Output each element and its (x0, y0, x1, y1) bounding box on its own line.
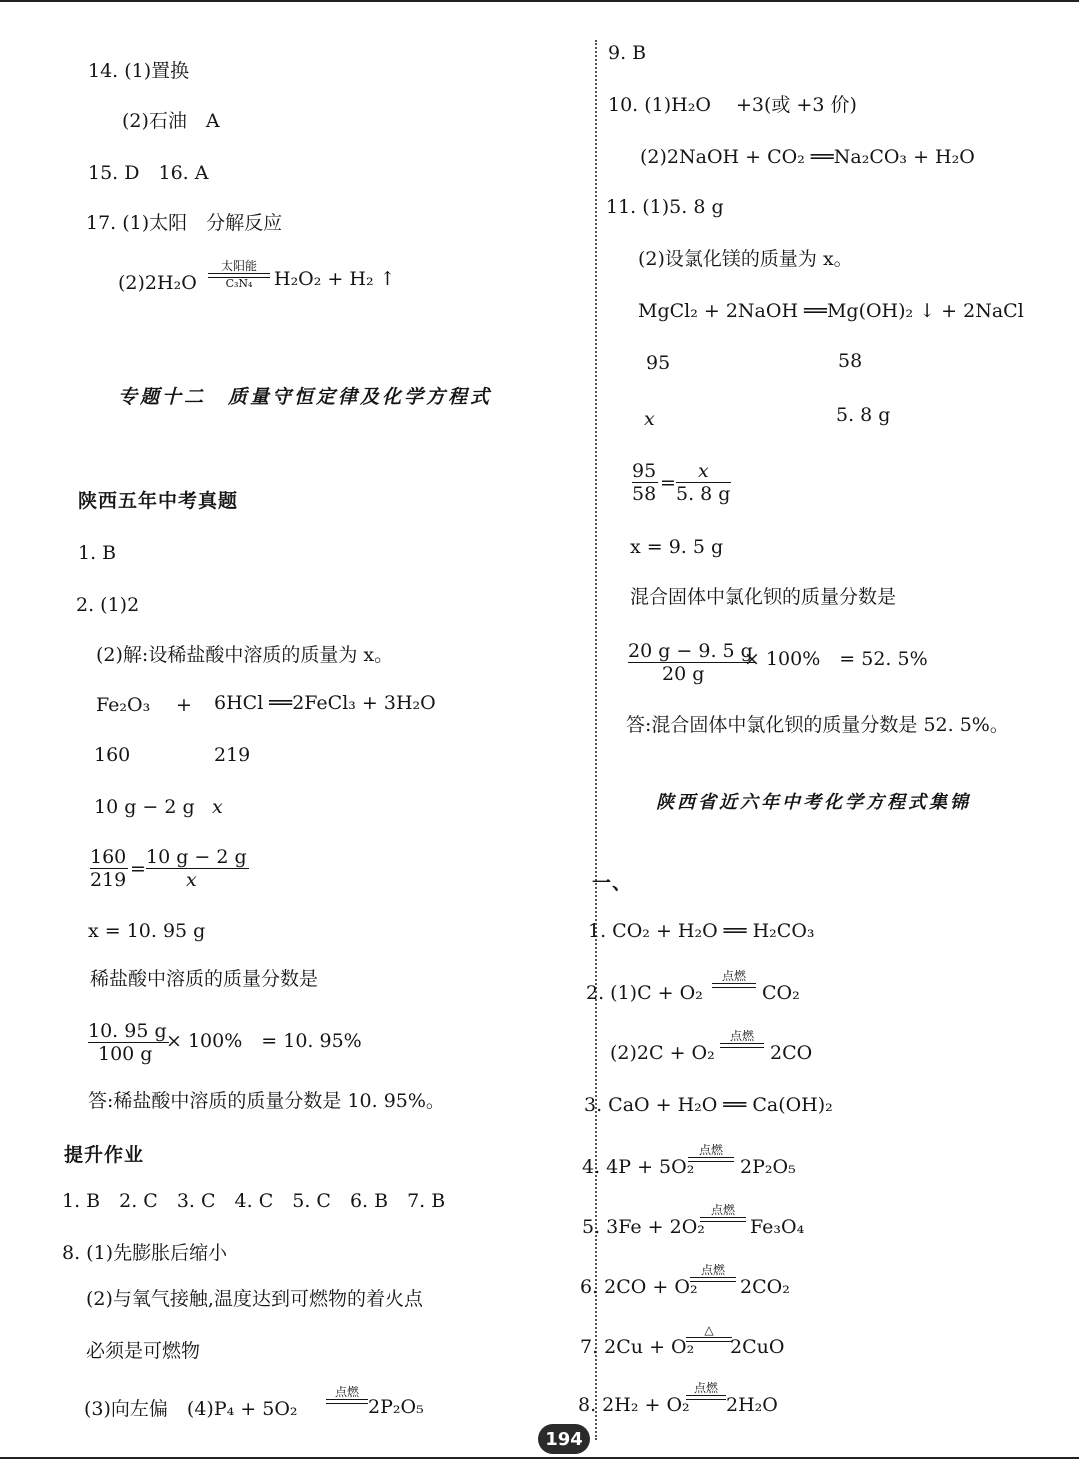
q11-part2: (2)设氯化镁的质量为 x。 (638, 248, 853, 270)
collection-eq2-2-right: 2CO (770, 1042, 813, 1064)
collection-eq5-right: Fe₃O₄ (750, 1216, 805, 1238)
q17-part2-right: H₂O₂ + H₂ ↑ (274, 268, 396, 290)
ratio-fraction-2 (676, 460, 731, 505)
ignite-condition (688, 1144, 734, 1162)
equal-sign (720, 1043, 764, 1048)
homework-q8-part3-right: 2P₂O₅ (368, 1396, 424, 1418)
homework-q8-part2b: 必须是可燃物 (86, 1340, 201, 1362)
q9: 9. B (608, 42, 647, 64)
heat-condition (686, 1324, 732, 1342)
ignite-condition (720, 1030, 764, 1048)
equal-sign (688, 1157, 734, 1162)
collection-eq7-right: 2CuO (730, 1336, 785, 1358)
equal-sign (686, 1337, 732, 1342)
molar-mass-160: 160 (94, 744, 131, 766)
exam-q2-part1: 2. (1)2 (76, 594, 140, 616)
q14-part2: (2)石油 A (122, 110, 220, 132)
percent-result: × 100% = 10. 95% (166, 1030, 362, 1052)
molar-mass-58: 58 (838, 350, 863, 372)
collection-eq5-left: 5. 3Fe + 2O₂ (582, 1216, 705, 1238)
homework-q8-part1: 8. (1)先膨胀后缩小 (62, 1242, 228, 1264)
collection-eq6-left: 6. 2CO + O₂ (580, 1276, 698, 1298)
homework-1-7: 1. B 2. C 3. C 4. C 5. C 6. B 7. B (62, 1190, 446, 1212)
fraction-numerator: 95 (632, 460, 657, 482)
collection-eq4-right: 2P₂O₅ (740, 1156, 796, 1178)
q15-16: 15. D 16. A (88, 162, 209, 184)
percent-label: 稀盐酸中溶质的质量分数是 (90, 968, 319, 990)
percent-label: 混合固体中氯化钡的质量分数是 (630, 586, 897, 608)
answer-line: 答:混合固体中氯化钡的质量分数是 52. 5%。 (626, 714, 1009, 736)
percent-fraction (88, 1020, 169, 1065)
molar-mass-95: 95 (646, 352, 671, 374)
fraction-denominator: 58 (632, 483, 657, 505)
ignite-condition (686, 1382, 726, 1400)
q17-part2-left: (2)2H₂O (118, 272, 197, 294)
x-result: x = 10. 95 g (88, 920, 206, 942)
ignite-condition (690, 1264, 736, 1282)
exam-q2-part2: (2)解:设稀盐酸中溶质的质量为 x。 (96, 644, 394, 666)
q17-part1: 17. (1)太阳 分解反应 (86, 212, 283, 234)
condition-label: 点燃 (334, 1385, 359, 1399)
collection-eq3: 3. CaO + H₂O ══ Ca(OH)₂ (584, 1094, 833, 1116)
given-mass: 5. 8 g (836, 404, 891, 426)
q17-condition (208, 260, 270, 290)
condition-label: 点燃 (698, 1143, 723, 1157)
homework-q8-part3-left: (3)向左偏 (4)P₄ + 5O₂ (84, 1398, 298, 1420)
homework-q8-part2: (2)与氧气接触,温度达到可燃物的着火点 (86, 1288, 423, 1310)
equal-sign (700, 1217, 746, 1222)
fraction-denominator: x (186, 869, 197, 891)
equal-sign (712, 983, 756, 988)
homework-heading: 提升作业 (64, 1144, 145, 1166)
collection-title: 陕西省近六年中考化学方程式集锦 (656, 792, 971, 813)
collection-eq4-left: 4. 4P + 5O₂ (582, 1156, 695, 1178)
unknown-x: x (644, 408, 655, 430)
collection-eq8-left: 8. 2H₂ + O₂ (578, 1394, 690, 1416)
triangle-icon: △ (704, 1323, 714, 1337)
condition-label: 点燃 (700, 1263, 725, 1277)
top-rule (0, 0, 1079, 2)
condition-label: 点燃 (710, 1203, 735, 1217)
equation-reactant: Fe₂O₃ (96, 694, 151, 716)
condition-label: 点燃 (729, 1029, 754, 1043)
bottom-rule (0, 1457, 1079, 1459)
q10-part1: 10. (1)H₂O +3(或 +3 价) (608, 94, 857, 116)
q17-cond-bottom: C₃N₄ (225, 277, 253, 290)
equal-sign (326, 1399, 368, 1404)
equal-sign (686, 1395, 726, 1400)
exam-heading: 陕西五年中考真题 (78, 490, 239, 512)
percent-fraction (628, 640, 755, 685)
collection-eq1: 1. CO₂ + H₂O ══ H₂CO₃ (588, 920, 815, 942)
hw8-condition (326, 1386, 368, 1404)
ignite-condition (700, 1204, 746, 1222)
ignite-condition (712, 970, 756, 988)
molar-mass-219: 219 (214, 744, 251, 766)
section-title: 专题十二 质量守恒定律及化学方程式 (118, 386, 493, 408)
fraction-numerator: x (676, 460, 731, 483)
part-one-label: 一、 (592, 872, 633, 894)
condition-label: 点燃 (721, 969, 746, 983)
fraction-numerator: 10. 95 g (88, 1020, 167, 1042)
page-number: 194 (538, 1424, 590, 1454)
equation-rest: 6HCl ══2FeCl₃ + 3H₂O (214, 692, 436, 714)
collection-eq7-left: 7. 2Cu + O₂ (580, 1336, 695, 1358)
ratio-fraction-1 (632, 460, 658, 505)
q17-cond-top: 太阳能 (220, 259, 257, 273)
condition-label: 点燃 (693, 1381, 718, 1395)
equal-sign (690, 1277, 736, 1282)
ratio-fraction-1 (90, 846, 128, 891)
collection-eq2-1-left: 2. (1)C + O₂ (586, 982, 703, 1004)
fraction-denominator: 5. 8 g (676, 483, 731, 505)
answer-line: 答:稀盐酸中溶质的质量分数是 10. 95%。 (88, 1090, 445, 1112)
fraction-denominator: 219 (90, 869, 127, 891)
collection-eq2-2-left: (2)2C + O₂ (610, 1042, 715, 1064)
fraction-denominator: 100 g (98, 1043, 153, 1065)
q10-part2: (2)2NaOH + CO₂ ══Na₂CO₃ + H₂O (640, 146, 975, 168)
collection-eq2-1-right: CO₂ (762, 982, 800, 1004)
ratio-equals: = (130, 858, 146, 880)
collection-eq8-right: 2H₂O (726, 1394, 778, 1416)
ratio-equals: = (660, 472, 676, 494)
fraction-numerator: 160 (90, 846, 127, 868)
collection-eq6-right: 2CO₂ (740, 1276, 790, 1298)
q11-part1: 11. (1)5. 8 g (606, 196, 724, 218)
q11-equation: MgCl₂ + 2NaOH ══Mg(OH)₂ ↓ + 2NaCl (638, 300, 1024, 322)
exam-q1: 1. B (78, 542, 117, 564)
given-mass: 10 g − 2 g (94, 796, 195, 818)
percent-result: × 100% = 52. 5% (744, 648, 928, 670)
unknown-x: x (212, 796, 223, 818)
q14-part1: 14. (1)置换 (88, 60, 190, 82)
fraction-denominator: 20 g (662, 663, 705, 685)
ratio-fraction-2 (146, 846, 249, 891)
fraction-numerator: 10 g − 2 g (146, 846, 247, 868)
x-result: x = 9. 5 g (630, 536, 724, 558)
equation-plus: + (176, 694, 192, 716)
fraction-numerator: 20 g − 9. 5 g (628, 640, 753, 662)
